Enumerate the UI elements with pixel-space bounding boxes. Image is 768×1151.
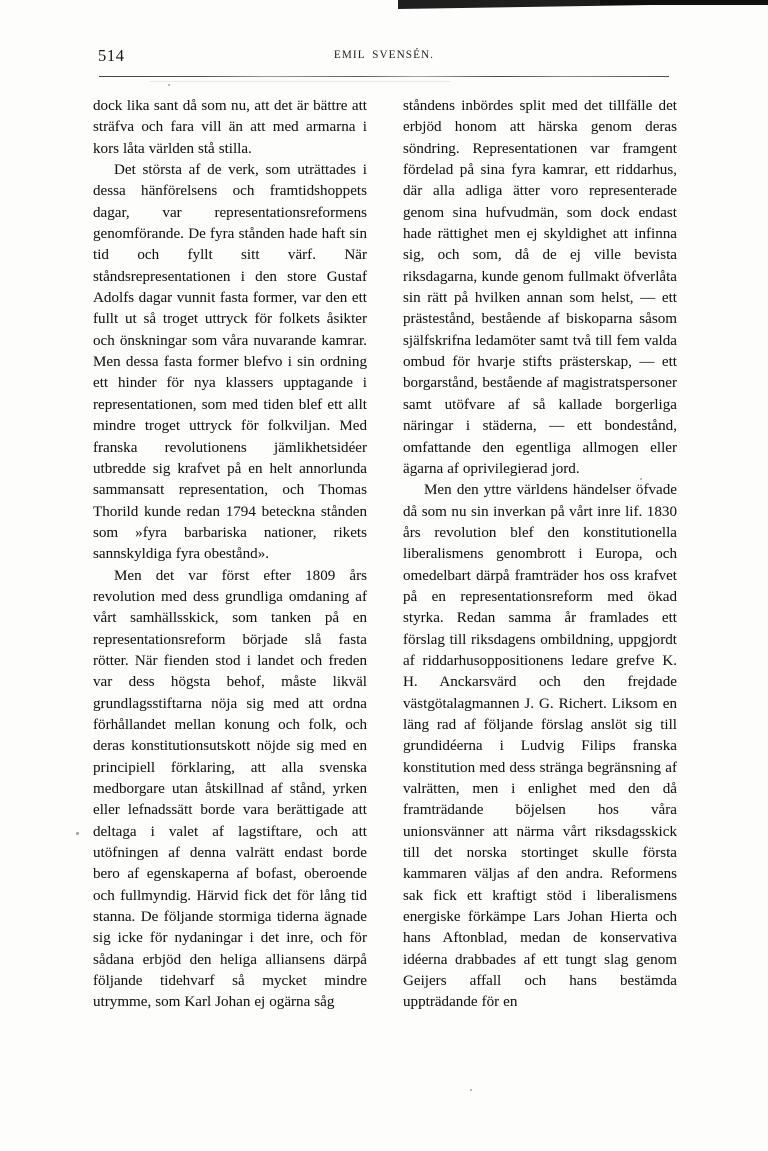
page-number: 514 <box>98 46 125 65</box>
running-head-title: EMIL SVENSÉN. <box>333 49 435 61</box>
header-rule-ghost <box>150 81 450 82</box>
running-head <box>98 46 670 68</box>
scan-speck <box>470 1089 472 1091</box>
right-column <box>403 96 677 1014</box>
scan-speck <box>76 832 79 835</box>
header-rule <box>99 76 669 77</box>
paragraph: dock lika sant då som nu, att det är bättre att sträfva och fara vill än att med armarna i kors låta världen stå stilla. <box>93 98 367 157</box>
scan-speck <box>168 84 170 86</box>
paragraph: Men den yttre världens händelser öfvade då som nu sin inverkan på vårt inre lif. 1830 års revolution blef den konstitutionella liberalismens genombrott i Europa, och omedelbart därpå framträder hos oss krafvet på en representationsreform med ökad styrka. Redan samma år framlades ett förslag till riksdagens ombildning, uppgjordt af riddarhusoppositionens ledare grefve K. H. Anckarsvärd och den frejdade västgötalagmannen J. G. Richert. Liksom en läng rad af följande förslag anslöt sig till grundidéerna i Ludvig Filips franska konstitution med dess stränga begränsning af valrätten, men i enlighet med den då framträdande böjelsen hos våra unionsvänner att närma vårt riksdagsskick till det norska stortinget skulle första kammaren väljas af den andra. Reformens sak fick ett kraftigt stöd i liberalismens energiske förkämpe Lars Johan Hierta och hans Aftonblad, medan de konservativa idéerna drabbades af ett tungt slag genom Geijers affall och hans bestämda uppträdande för en <box>403 482 677 1011</box>
paragraph: Men det var först efter 1809 års revolution med dess grundliga omdaning af vårt samhällsskick, som tanken på en representationsreform började slå fasta rötter. När fienden stod i landet och freden var dess högsta behof, måste likväl grundlagsstiftarna nöja sig med att ordna förhållandet mellan konung och folk, och deras konstitutionsutskott nöjde sig med en principiell förklaring, att alla svenska medborgare utan åtskillnad af stånd, yrken eller lefnadssätt borde vara berättigade att deltaga i valet af lagstiftare, och att utöfningen af denna valrätt endast borde bero af egenskaperna af bofast, oberoende och fullmyndig. Härvid fick det för lång tid stanna. De följande stormiga tiderna ägnade sig icke för nydaningar i det inre, och för sådana erbjöd den heliga alliansens därpå följande tidehvarf så mycket mindre utrymme, som Karl Johan ej ogärna såg <box>93 567 367 1011</box>
paragraph: ståndens inbördes split med det tillfälle det erbjöd honom att härska genom deras söndring. Representationen var framgent fördelad på sina fyra kamrar, ett riddarhus, där alla adliga ätter voro representerade genom sina hufvudmän, som dock endast hade rättighet men ej skyldighet att infinna sig, och som, då de ej ville bevista riksdagarna, kunde genom fullmakt öfverlåta sin rätt på hvilken annan som helst, — ett prästestånd, bestående af biskoparna såsom själfskrifna ledamöter samt två till fem valda ombud för hvarje stifts prästerskap, — ett borgarstånd, bestående af magistratspersoner samt utöfvare af så kallade borgerliga näringar i städerna, — ett bondestånd, omfattande den egentliga allmogen eller ägarna af oprivilegierad jord. <box>403 98 677 477</box>
scan-edge-artifact-2 <box>600 0 768 5</box>
paragraph: Det största af de verk, som uträttades i dessa hänförelsens och framtidshoppets dagar, var representationsreformens genomförande. De fyra stånden hade haft sin tid och fyllt sitt värf. När ståndsrepresentationen i den store Gustaf Adolfs dagar vunnit fasta former, var den ett fullt ut så troget uttryck för folkets åsikter och önskningar som våra nuvarande kamrar. Men dessa fasta former blefvo i sin ordning ett hinder för nya klassers upptagande i representationen, som med tiden blef ett allt mindre troget uttryck för folkviljan. Med franska revolutionens jämlikhetsidéer utbredde sig krafvet på en helt annorlunda sammansatt representation, och Thomas Thorild kunde redan 1794 beteckna stånden som »fyra barbariska nationer, rikets sannskyldiga fyra obestånd». <box>93 162 367 563</box>
body-columns <box>93 96 677 1014</box>
left-column <box>93 96 367 1014</box>
